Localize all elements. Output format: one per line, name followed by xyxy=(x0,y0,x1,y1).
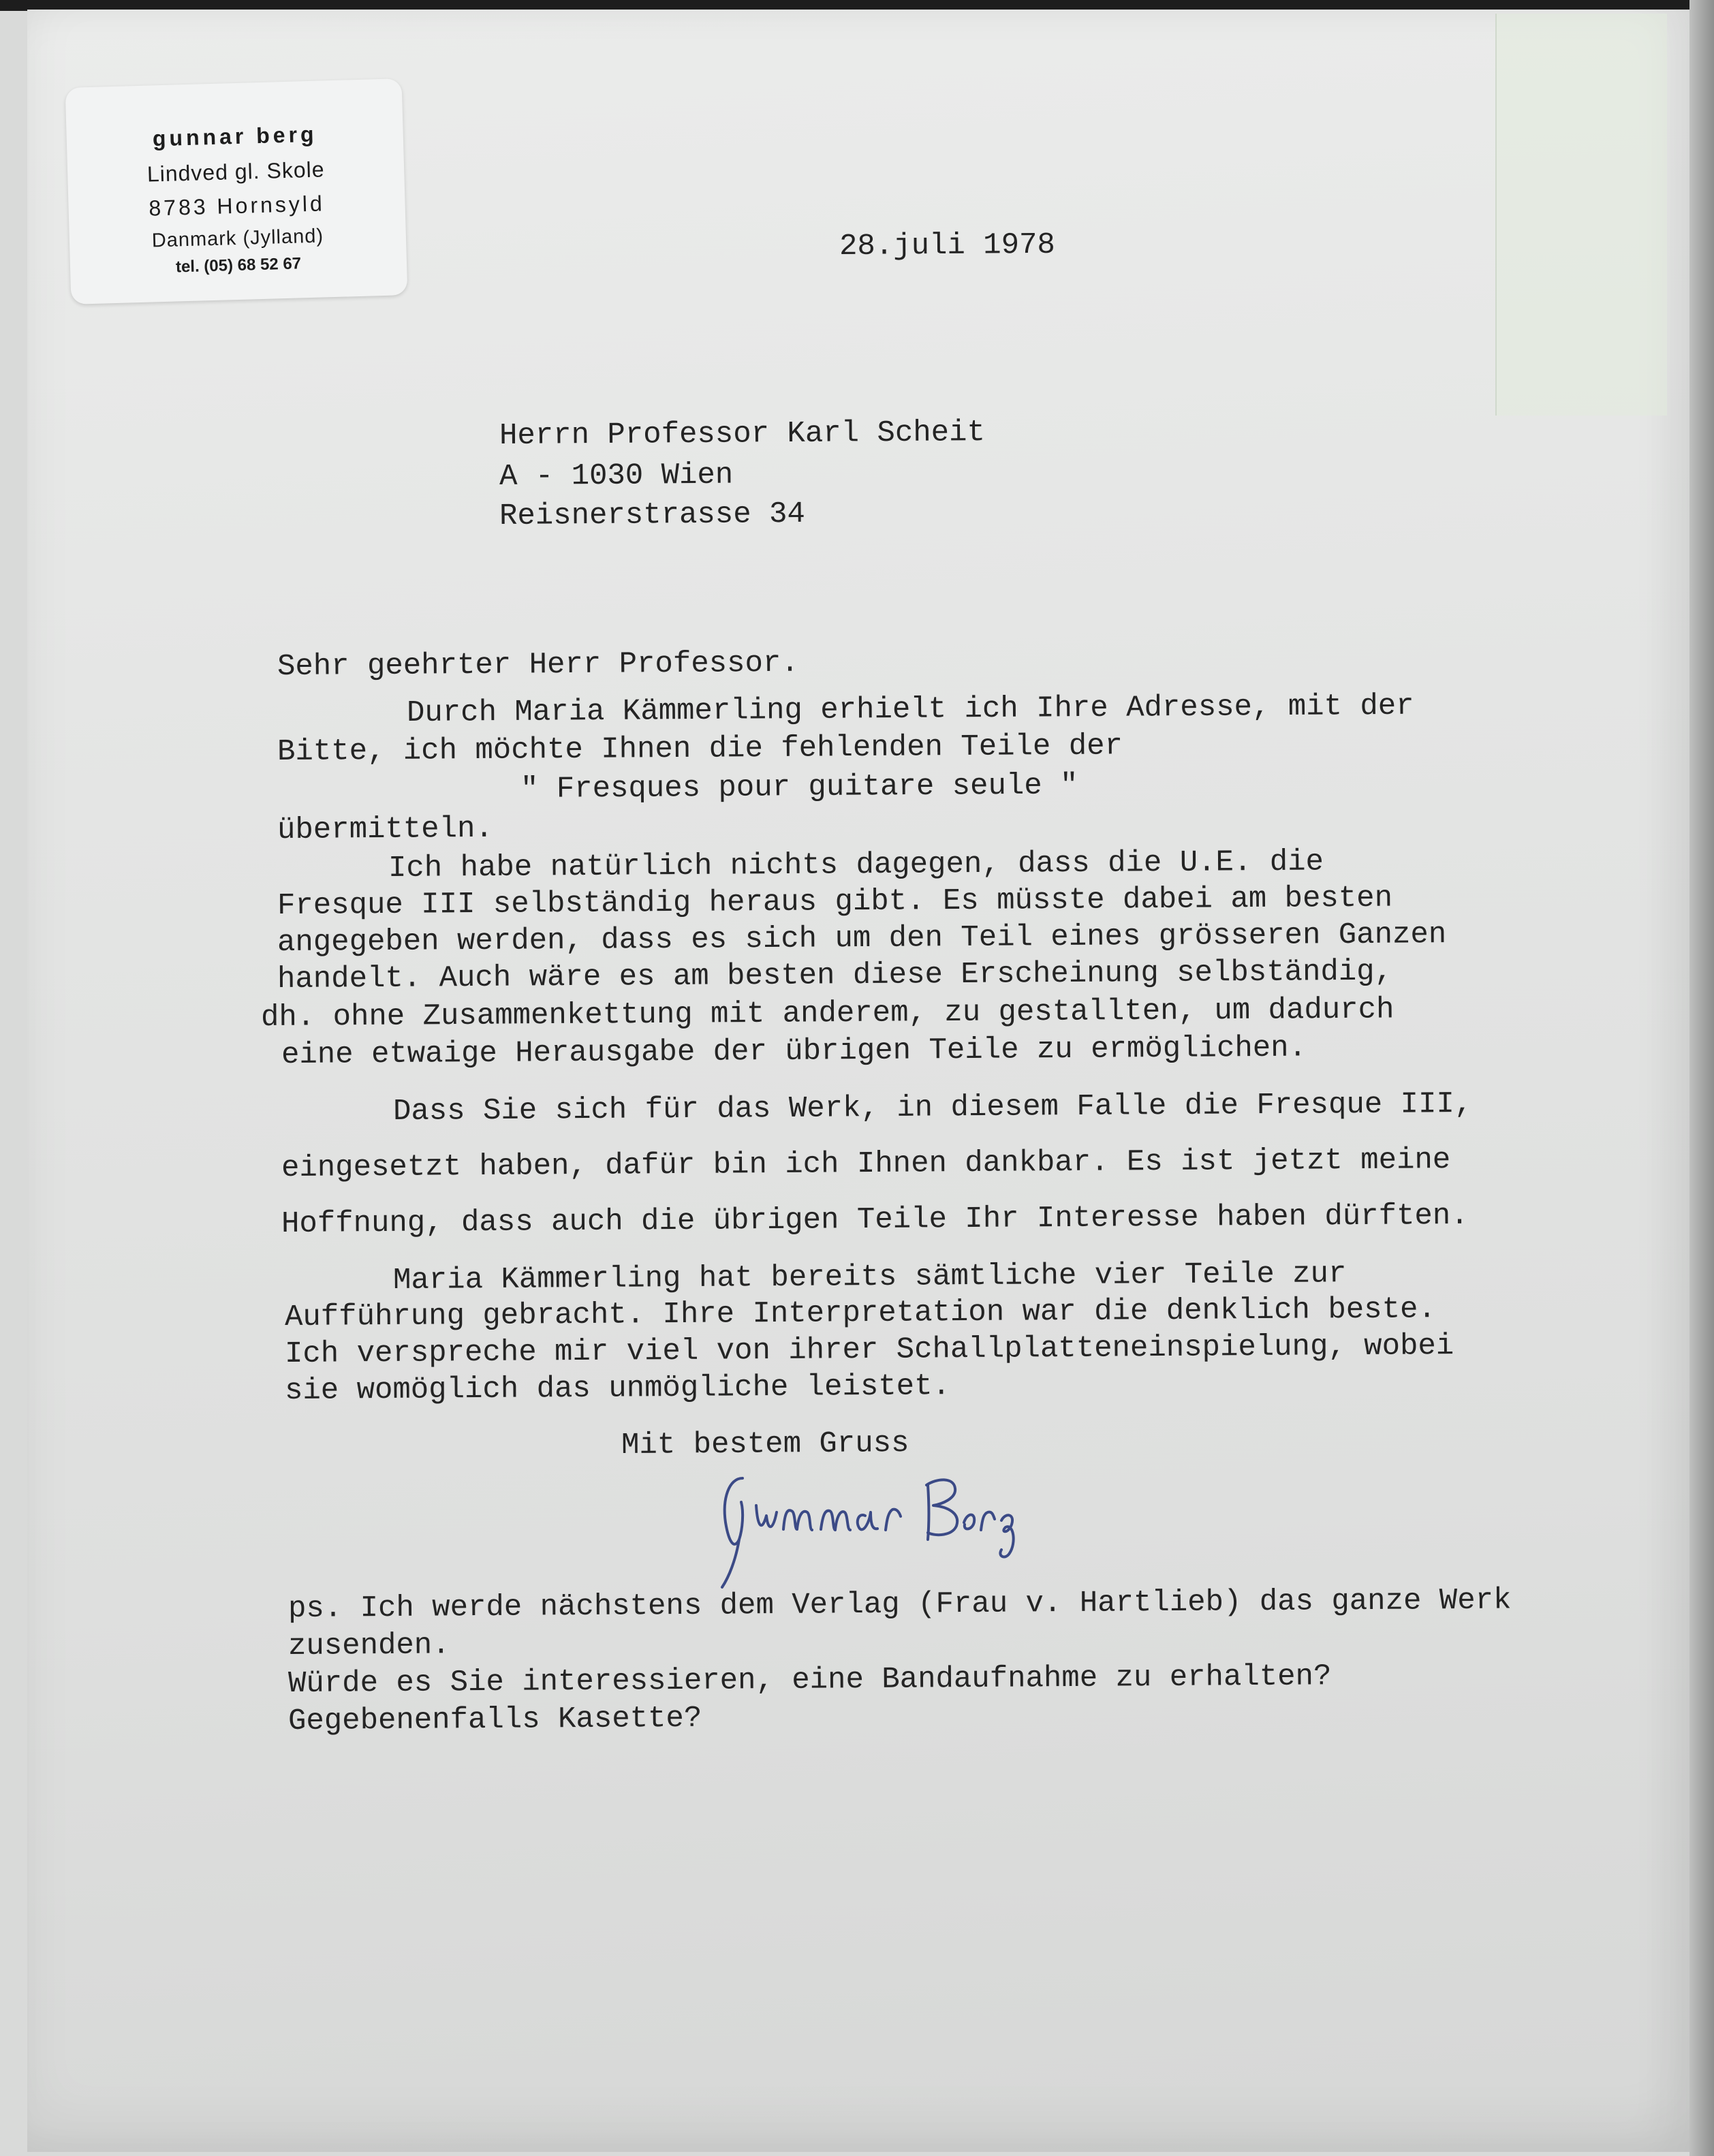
tape-strip xyxy=(1495,14,1667,416)
body-line: Hoffnung, dass auch die übrigen Teile Ihr Interesse haben dürften. xyxy=(281,1198,1469,1241)
body-line: Ich verspreche mir viel von ihrer Schallplatteneinspielung, wobei xyxy=(284,1329,1454,1371)
closing: Mit bestem Gruss xyxy=(621,1426,909,1463)
salutation: Sehr geehrter Herr Professor. xyxy=(277,646,799,684)
sender-name: gunnar berg xyxy=(152,121,318,151)
body-line: Ich habe natürlich nichts dagegen, dass die U.E. die xyxy=(388,845,1324,886)
letter-date: 28.juli 1978 xyxy=(839,228,1056,264)
body-line: Durch Maria Kämmerling erhielt ich Ihre Adresse, mit der xyxy=(406,689,1414,730)
photo-edge-right xyxy=(1689,0,1714,2156)
sender-phone: tel. (05) 68 52 67 xyxy=(175,254,302,277)
address-label xyxy=(65,78,408,304)
body-line: eine etwaige Herausgabe der übrigen Teile zu ermöglichen. xyxy=(281,1031,1307,1072)
postscript-line: Gegebenenfalls Kasette? xyxy=(287,1701,702,1738)
body-line: übermitteln. xyxy=(277,811,494,847)
postscript-line: Würde es Sie interessieren, eine Bandaufnahme zu erhalten? xyxy=(287,1659,1332,1701)
body-line: Fresque III selbständig heraus gibt. Es müsste dabei am besten xyxy=(277,881,1393,923)
sender-city: 8783 Hornsyld xyxy=(148,191,326,221)
body-line: handelt. Auch wäre es am besten diese Erscheinung selbständig, xyxy=(277,954,1393,997)
letter-page xyxy=(27,10,1689,2152)
recipient-line-2: A - 1030 Wien xyxy=(499,458,734,494)
body-line: " Fresques pour guitare seule " xyxy=(520,768,1078,807)
recipient-line-3: Reisnerstrasse 34 xyxy=(499,497,806,533)
sender-country: Danmark (Jylland) xyxy=(151,225,324,252)
postscript-line: zusenden. xyxy=(287,1628,450,1663)
body-line: Dass Sie sich für das Werk, in diesem Falle die Fresque III, xyxy=(392,1087,1473,1129)
body-line: Maria Kämmerling hat bereits sämtliche vier Teile zur xyxy=(392,1257,1347,1298)
body-line: eingesetzt haben, dafür bin ich Ihnen dankbar. Es ist jetzt meine xyxy=(281,1143,1451,1185)
body-line: angegeben werden, dass es sich um den Teil eines grösseren Ganzen xyxy=(277,918,1447,960)
sender-street: Lindved gl. Skole xyxy=(146,157,326,187)
body-line: Bitte, ich möchte Ihnen die fehlenden Teile der xyxy=(277,729,1123,769)
signature xyxy=(702,1465,1029,1594)
postscript-line: ps. Ich werde nächstens dem Verlag (Frau v. Hartlieb) das ganze Werk xyxy=(287,1583,1512,1626)
body-line: dh. ohne Zusammenkettung mit anderem, zu gestallten, um dadurch xyxy=(260,993,1394,1035)
body-line: Aufführung gebracht. Ihre Interpretation war die denklich beste. xyxy=(284,1292,1437,1334)
body-line: sie womöglich das unmögliche leistet. xyxy=(284,1369,951,1408)
recipient-line-1: Herrn Professor Karl Scheit xyxy=(499,416,986,453)
